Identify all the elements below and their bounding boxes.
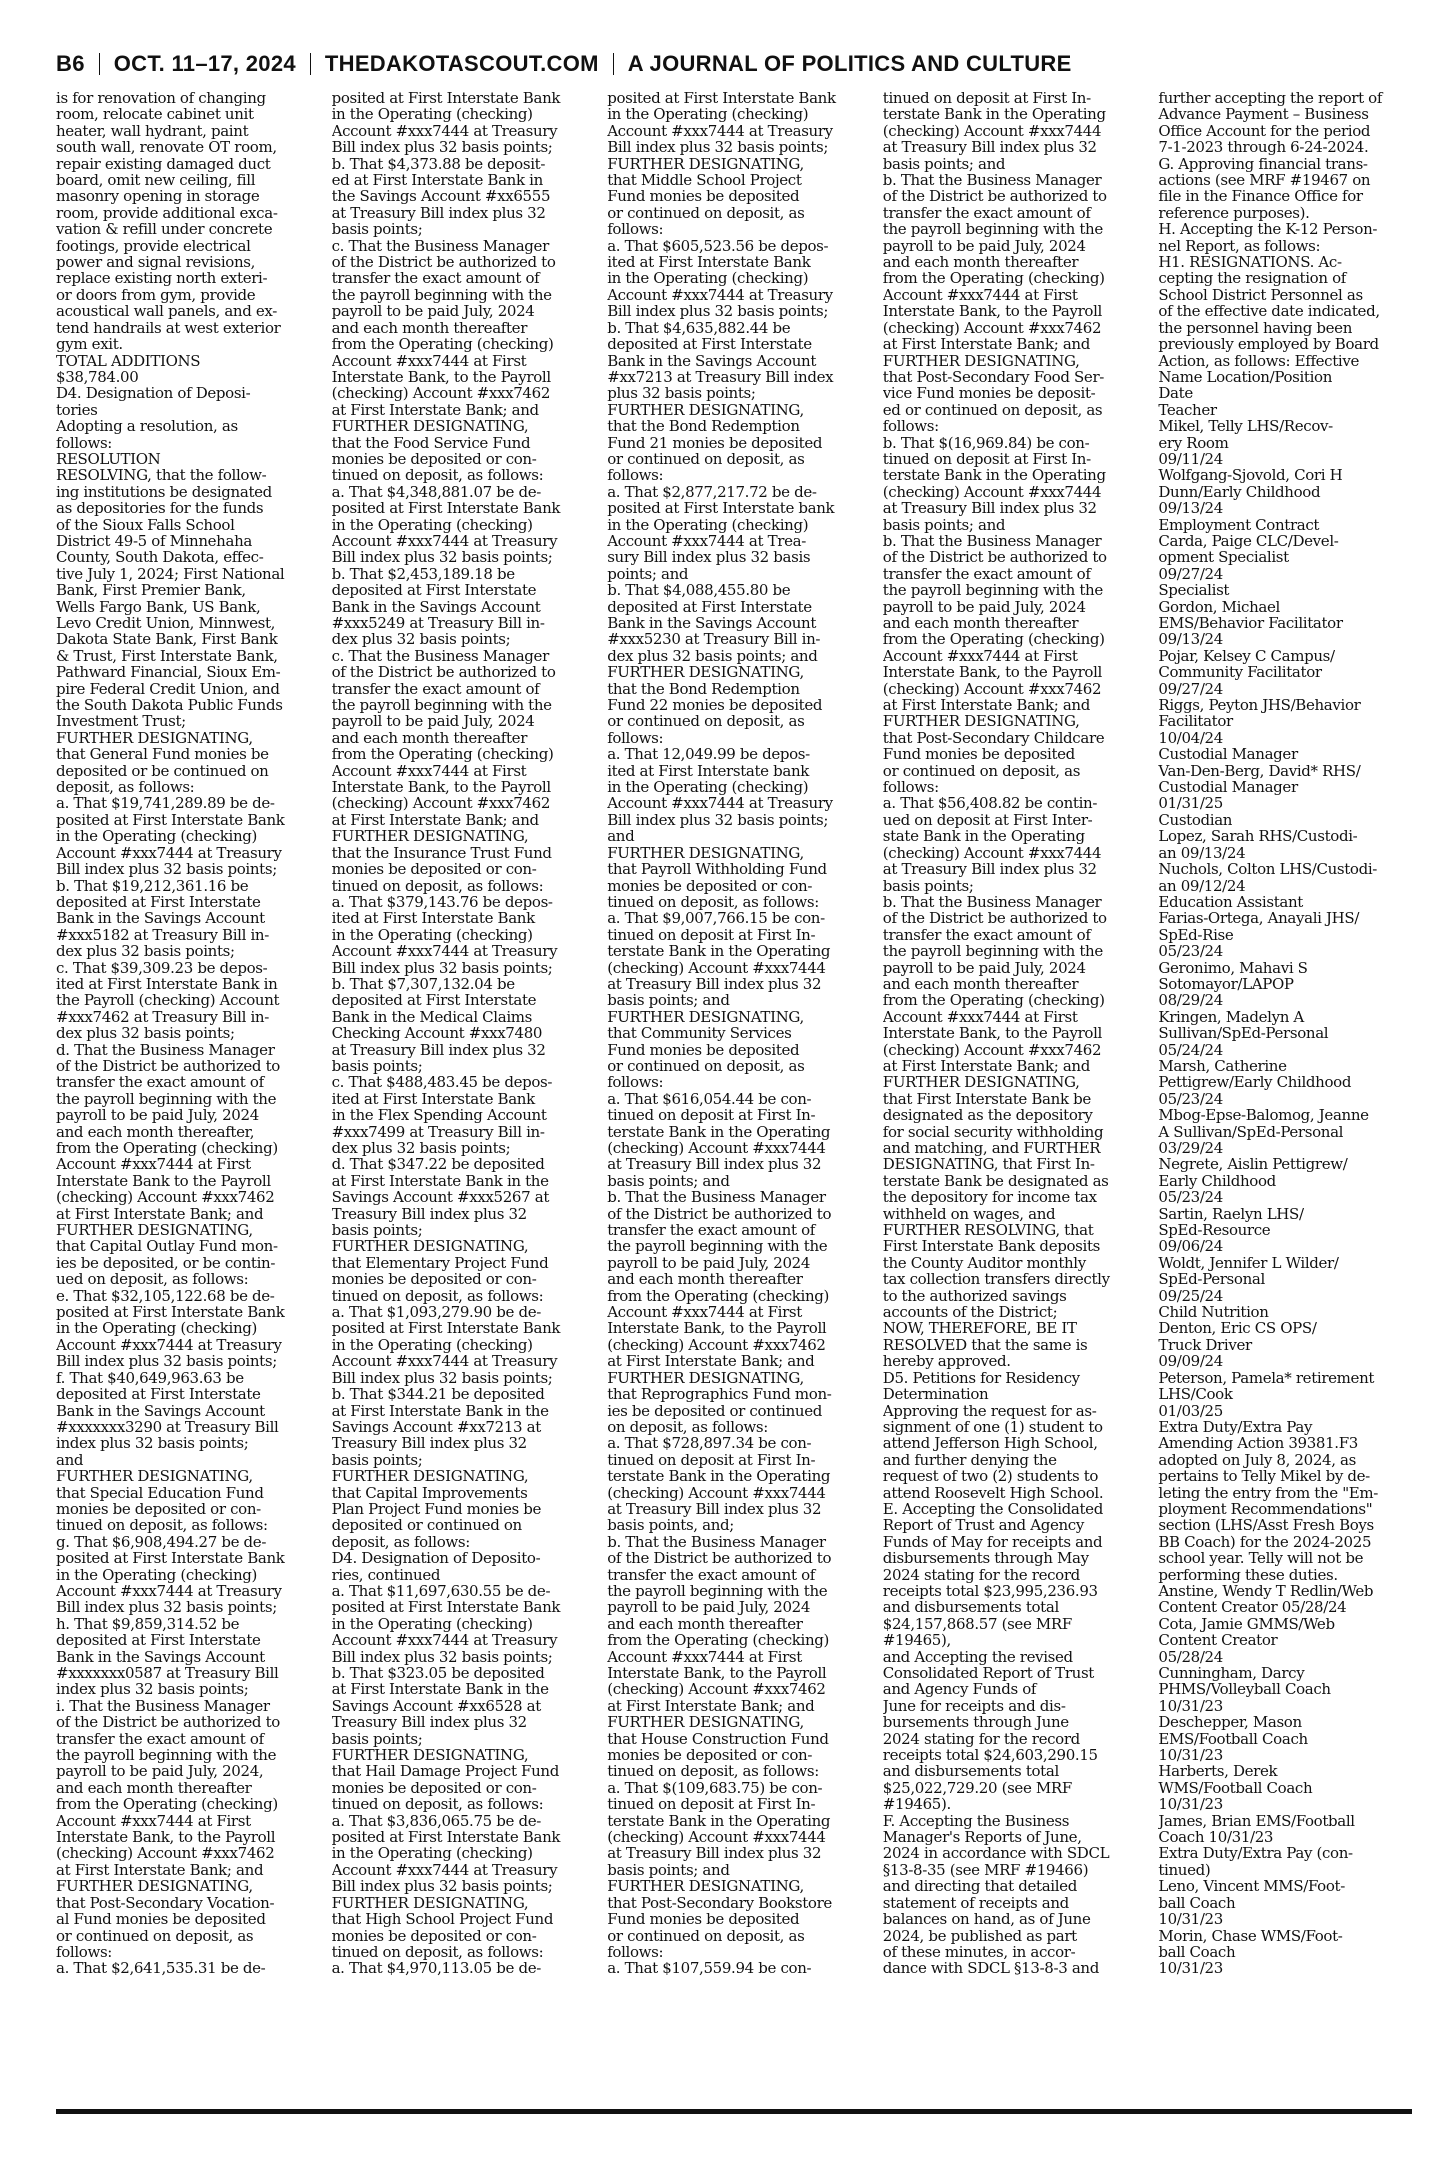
text-column-3: posited at First Interstate Bank in the Operating (checking) Account #xxx7444 at Treasury Bill index plus 32 basis points; FURTHER DESIGNATING, that Middle School Project Fund monies be deposited or continued on deposit, as follows: a. That $605,523.56 be depos- ited at First Interstate Bank in the Operating (checking) Account #xxx7444 at Treasury Bill index plus 32 basis points; b. That $4,635,882.44 be deposited at First Interstate Bank in the Savings Account #xx7213 at Treasury Bill index plus 32 basis points; FURTHER DESIGNATING, that the Bond Redemption Fund 21 monies be deposited or continued on deposit, as follows: a. That $2,877,217.72 be de- posited at First Interstate bank in the Operating (checking) Account #xxx7444 at Trea- sury Bill index plus 32 basis points; and b. That $4,088,455.80 be deposited at First Interstate Bank in the Savings Account #xxx5230 at Treasury Bill in- dex plus 32 basis points; and FURTHER DESIGNATING, that the Bond Redemption Fund 22 monies be deposited or continued on deposit, as follows: a. That 12,049.99 be depos- ited at First Interstate bank in the Operating (checking) Account #xxx7444 at Treasury Bill index plus 32 basis points; and FURTHER DESIGNATING, that Payroll Withholding Fund monies be deposited or con- tinued on deposit, as follows: a. That $9,007,766.15 be con- tinued on deposit at First In- terstate Bank in the Operating (checking) Account #xxx7444 at Treasury Bill index plus 32 basis points; and FURTHER DESIGNATING, that Community Services Fund monies be deposited or continued on deposit, as follows: a. That $616,054.44 be con- tinued on deposit at First In- terstate Bank in the Operating (checking) Account #xxx7444 at Treasury Bill index plus 32 basis points; and b. That the Business Manager of the District be authorized to transfer the exact amount of the payroll beginning with the payroll to be paid July, 2024 and each month thereafter from the Operating (checking) Account #xxx7444 at First Interstate Bank, to the Payroll (checking) Account #xxx7462 at First Interstate Bank; and FURTHER DESIGNATING, that Reprographics Fund mon- ies be deposited or continued on deposit, as follows: a. That $728,897.34 be con- tinued on deposit at First In- terstate Bank in the Operating (checking) Account #xxx7444 at Treasury Bill index plus 32 basis points, and; b. That the Business Manager of the District be authorized to transfer the exact amount of the payroll beginning with the payroll to be paid July, 2024 and each month thereafter from the Operating (checking) Account #xxx7444 at First Interstate Bank, to the Payroll (checking) Account #xxx7462 at First Interstate Bank; and FURTHER DESIGNATING, that House Construction Fund monies be deposited or con- tinued on deposit, as follows: a. That $(109,683.75) be con- tinued on deposit at First In- terstate Bank in the Operating (checking) Account #xxx7444 at Treasury Bill index plus 32 basis points; and FURTHER DESIGNATING, that Post-Secondary Bookstore Fund monies be deposited or continued on deposit, as follows: a. That $107,559.94 be con- xyxy=(607,90,836,1978)
publication-tagline: A JOURNAL OF POLITICS AND CULTURE xyxy=(627,51,1072,76)
text-column-2: posited at First Interstate Bank in the Operating (checking) Account #xxx7444 at Treasury Bill index plus 32 basis points; b. That $4,373.88 be deposit- ed at First Interstate Bank in the Savings Account #xx6555 at Treasury Bill index plus 32 basis points; c. That the Business Manager of the District be authorized to transfer the exact amount of the payroll beginning with the payroll to be paid July, 2024 and each month thereafter from the Operating (checking) Account #xxx7444 at First Interstate Bank, to the Payroll (checking) Account #xxx7462 at First Interstate Bank; and FURTHER DESIGNATING, that the Food Service Fund monies be deposited or con- tinued on deposit, as follows: a. That $4,348,881.07 be de- posited at First Interstate Bank in the Operating (checking) Account #xxx7444 at Treasury Bill index plus 32 basis points; b. That $2,453,189.18 be deposited at First Interstate Bank in the Savings Account #xxx5249 at Treasury Bill in- dex plus 32 basis points; c. That the Business Manager of the District be authorized to transfer the exact amount of the payroll beginning with the payroll to be paid July, 2024 and each month thereafter from the Operating (checking) Account #xxx7444 at First Interstate Bank, to the Payroll (checking) Account #xxx7462 at First Interstate Bank; and FURTHER DESIGNATING, that the Insurance Trust Fund monies be deposited or con- tinued on deposit, as follows: a. That $379,143.76 be depos- ited at First Interstate Bank in the Operating (checking) Account #xxx7444 at Treasury Bill index plus 32 basis points; b. That $7,307,132.04 be deposited at First Interstate Bank in the Medical Claims Checking Account #xxx7480 at Treasury Bill index plus 32 basis points; c. That $488,483.45 be depos- ited at First Interstate Bank in the Flex Spending Account #xxx7499 at Treasury Bill in- dex plus 32 basis points; d. That $347.22 be deposited at First Interstate Bank in the Savings Account #xxx5267 at Treasury Bill index plus 32 basis points; FURTHER DESIGNATING, that Elementary Project Fund monies be deposited or con- tinued on deposit, as follows: a. That $1,093,279.90 be de- posited at First Interstate Bank in the Operating (checking) Account #xxx7444 at Treasury Bill index plus 32 basis points; b. That $344.21 be deposited at First Interstate Bank in the Savings Account #xx7213 at Treasury Bill index plus 32 basis points; FURTHER DESIGNATING, that Capital Improvements Plan Project Fund monies be deposited or continued on deposit, as follows: D4. Designation of Deposito- ries, continued a. That $11,697,630.55 be de- posited at First Interstate Bank in the Operating (checking) Account #xxx7444 at Treasury Bill index plus 32 basis points; b. That $323.05 be deposited at First Interstate Bank in the Savings Account #xx6528 at Treasury Bill index plus 32 basis points; FURTHER DESIGNATING, that Hail Damage Project Fund monies be deposited or con- tinued on deposit, as follows: a. That $3,836,065.75 be de- posited at First Interstate Bank in the Operating (checking) Account #xxx7444 at Treasury Bill index plus 32 basis points; FURTHER DESIGNATING, that High School Project Fund monies be deposited or con- tinued on deposit, as follows: a. That $4,970,113.05 be de- xyxy=(331,90,561,1978)
text-column-5: further accepting the report of Advance Payment – Business Office Account for the period 7-1-2023 through 6-24-2024. G. Approving financial trans- actions (see MRF #19467 on file in the Finance Office for reference purposes). H. Accepting the K-12 Person- nel Report, as follows: H1. RESIGNATIONS. Ac- cepting the resignation of School District Personnel as of the effective date indicated, the personnel having been previously employed by Board Action, as follows: Effective Name Location/Position Date Teacher Mikel, Telly LHS/Recov- ery Room 09/11/24 Wolfgang-Sjovold, Cori H Dunn/Early Childhood 09/13/24 Employment Contract Carda, Paige CLC/Devel- opment Specialist 09/27/24 Specialist Gordon, Michael EMS/Behavior Facilitator 09/13/24 Pojar, Kelsey C Campus/ Community Facilitator 09/27/24 Riggs, Peyton JHS/Behavior Facilitator 10/04/24 Custodial Manager Van-Den-Berg, David* RHS/ Custodial Manager 01/31/25 Custodian Lopez, Sarah RHS/Custodi- an 09/13/24 Nuchols, Colton LHS/Custodi- an 09/12/24 Education Assistant Farias-Ortega, Anayali JHS/ SpEd-Rise 05/23/24 Geronimo, Mahavi S Sotomayor/LAPOP 08/29/24 Kringen, Madelyn A Sullivan/SpEd-Personal 05/24/24 Marsh, Catherine Pettigrew/Early Childhood 05/23/24 Mbog-Epse-Balomog, Jeanne A Sullivan/SpEd-Personal 03/29/24 Negrete, Aislin Pettigrew/ Early Childhood 05/23/24 Sartin, Raelyn LHS/ SpEd-Resource 09/06/24 Woldt, Jennifer L Wilder/ SpEd-Personal 09/25/24 Child Nutrition Denton, Eric CS OPS/ Truck Driver 09/09/24 Peterson, Pamela* retirement LHS/Cook 01/03/25 Extra Duty/Extra Pay Amending Action 39381.F3 adopted on July 8, 2024, as pertains to Telly Mikel by de- leting the entry from the "Em- ployment Recommendations" section (LHS/Asst Fresh Boys BB Coach) for the 2024-2025 school year. Telly will not be performing these duties. Anstine, Wendy T Redlin/Web Content Creator 05/28/24 Cota, Jamie GMMS/Web Content Creator 05/28/24 Cunningham, Darcy PHMS/Volleyball Coach 10/31/23 Deschepper, Mason EMS/Football Coach 10/31/23 Harberts, Derek WMS/Football Coach 10/31/23 James, Brian EMS/Football Coach 10/31/23 Extra Duty/Extra Pay (con- tinued) Leno, Vincent MMS/Foot- ball Coach 10/31/23 Morin, Chase WMS/Foot- ball Coach 10/31/23 xyxy=(1158,90,1383,1978)
page-header xyxy=(56,48,1412,80)
issue-date: OCT. 11–17, 2024 xyxy=(113,51,296,76)
article-columns xyxy=(56,90,1412,2140)
header-divider xyxy=(310,53,311,75)
page-number: B6 xyxy=(56,51,85,76)
header-divider xyxy=(613,53,614,75)
site-name: THEDAKOTASCOUT.COM xyxy=(324,51,599,76)
header-divider xyxy=(99,53,100,75)
bottom-rule xyxy=(56,2109,1412,2114)
text-column-1: is for renovation of changing room, relocate cabinet unit heater, wall hydrant, paint south wall, renovate OT room, repair existing damaged duct board, omit new ceiling, fill masonry opening in storage room, provide additional exca- vation & refill under concrete footings, provide electrical power and signal revisions, replace existing north exteri- or doors from gym, provide acoustical wall panels, and ex- tend handrails at west exterior gym exit. TOTAL ADDITIONS $38,784.00 D4. Designation of Deposi- tories Adopting a resolution, as follows: RESOLUTION RESOLVING, that the follow- ing institutions be designated as depositories for the funds of the Sioux Falls School District 49-5 of Minnehaha County, South Dakota, effec- tive July 1, 2024; First National Bank, First Premier Bank, Wells Fargo Bank, US Bank, Levo Credit Union, Minnwest, Dakota State Bank, First Bank & Trust, First Interstate Bank, Pathward Financial, Sioux Em- pire Federal Credit Union, and the South Dakota Public Funds Investment Trust; FURTHER DESIGNATING, that General Fund monies be deposited or be continued on deposit, as follows: a. That $19,741,289.89 be de- posited at First Interstate Bank in the Operating (checking) Account #xxx7444 at Treasury Bill index plus 32 basis points; b. That $19,212,361.16 be deposited at First Interstate Bank in the Savings Account #xxx5182 at Treasury Bill in- dex plus 32 basis points; c. That $39,309.23 be depos- ited at First Interstate Bank in the Payroll (checking) Account #xxx7462 at Treasury Bill in- dex plus 32 basis points; d. That the Business Manager of the District be authorized to transfer the exact amount of the payroll beginning with the payroll to be paid July, 2024 and each month thereafter, from the Operating (checking) Account #xxx7444 at First Interstate Bank to the Payroll (checking) Account #xxx7462 at First Interstate Bank; and FURTHER DESIGNATING, that Capital Outlay Fund mon- ies be deposited, or be contin- ued on deposit, as follows: e. That $32,105,122.68 be de- posited at First Interstate Bank in the Operating (checking) Account #xxx7444 at Treasury Bill index plus 32 basis points; f. That $40,649,963.63 be deposited at First Interstate Bank in the Savings Account #xxxxxxx3290 at Treasury Bill index plus 32 basis points; and FURTHER DESIGNATING, that Special Education Fund monies be deposited or con- tinued on deposit, as follows: g. That $6,908,494.27 be de- posited at First Interstate Bank in the Operating (checking) Account #xxx7444 at Treasury Bill index plus 32 basis points; h. That $9,859,314.52 be deposited at First Interstate Bank in the Savings Account #xxxxxxx0587 at Treasury Bill index plus 32 basis points; i. That the Business Manager of the District be authorized to transfer the exact amount of the payroll beginning with the payroll to be paid July, 2024, and each month thereafter from the Operating (checking) Account #xxx7444 at First Interstate Bank, to the Payroll (checking) Account #xxx7462 at First Interstate Bank; and FURTHER DESIGNATING, that Post-Secondary Vocation- al Fund monies be deposited or continued on deposit, as follows: a. That $2,641,535.31 be de- xyxy=(56,90,285,1978)
text-column-4: tinued on deposit at First In- terstate Bank in the Operating (checking) Account #xxx7444 at Treasury Bill index plus 32 basis points; and b. That the Business Manager of the District be authorized to transfer the exact amount of the payroll beginning with the payroll to be paid July, 2024 and each month thereafter from the Operating (checking) Account #xxx7444 at First Interstate Bank, to the Payroll (checking) Account #xxx7462 at First Interstate Bank; and FURTHER DESIGNATING, that Post-Secondary Food Ser- vice Fund monies be deposit- ed or continued on deposit, as follows: b. That $(16,969.84) be con- tinued on deposit at First In- terstate Bank in the Operating (checking) Account #xxx7444 at Treasury Bill index plus 32 basis points; and b. That the Business Manager of the District be authorized to transfer the exact amount of the payroll beginning with the payroll to be paid July, 2024 and each month thereafter from the Operating (checking) Account #xxx7444 at First Interstate Bank, to the Payroll (checking) Account #xxx7462 at First Interstate Bank; and FURTHER DESIGNATING, that Post-Secondary Childcare Fund monies be deposited or continued on deposit, as follows: a. That $56,408.82 be contin- ued on deposit at First Inter- state Bank in the Operating (checking) Account #xxx7444 at Treasury Bill index plus 32 basis points; b. That the Business Manager of the District be authorized to transfer the exact amount of the payroll beginning with the payroll to be paid July, 2024 and each month thereafter from the Operating (checking) Account #xxx7444 at First Interstate Bank, to the Payroll (checking) Account #xxx7462 at First Interstate Bank; and FURTHER DESIGNATING, that First Interstate Bank be designated as the depository for social security withholding and matching, and FURTHER DESIGNATING, that First In- terstate Bank be designated as the depository for income tax withheld on wages, and FURTHER RESOLVING, that First Interstate Bank deposits the County Auditor monthly tax collection transfers directly to the authorized savings accounts of the District; NOW, THEREFORE, BE IT RESOLVED that the same is hereby approved. D5. Petitions for Residency Determination Approving the request for as- signment of one (1) student to attend Jefferson High School, and further denying the request of two (2) students to attend Roosevelt High School. E. Accepting the Consolidated Report of Trust and Agency Funds of May for receipts and disbursements through May 2024 stating for the record receipts total $23,995,236.93 and disbursements total $24,157,868.57 (see MRF #19465), and Accepting the revised Consolidated Report of Trust and Agency Funds of June for receipts and dis- bursements through June 2024 stating for the record receipts total $24,603,290.15 and disbursements total $25,022,729.20 (see MRF #19465). F. Accepting the Business Manager's Reports of June, 2024 in accordance with SDCL §13-8-35 (see MRF #19466) and directing that detailed statement of receipts and balances on hand, as of June 2024, be published as part of these minutes, in accor- dance with SDCL §13-8-3 and xyxy=(882,90,1110,1978)
